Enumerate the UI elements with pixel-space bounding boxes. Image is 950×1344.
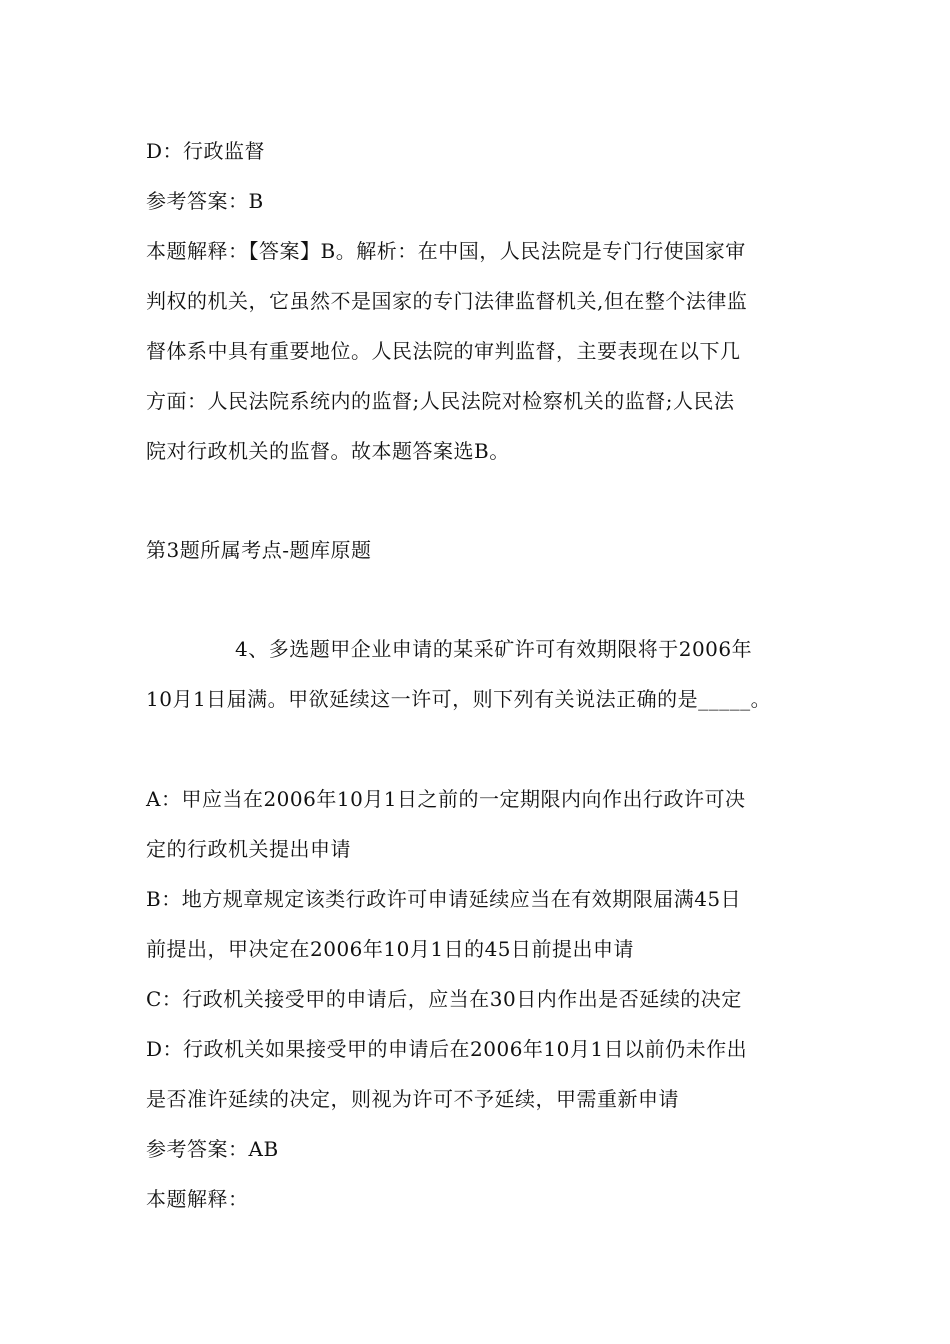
q4-answer: 参考答案：AB [146,1137,279,1161]
q4-stem-line: 10月1日届满。甲欲延续这一许可，则下列有关说法正确的是_____。 [146,687,772,711]
q3-explanation-line: 督体系中具有重要地位。人民法院的审判监督，主要表现在以下几 [146,339,741,363]
q4-option-line: 是否准许延续的决定，则视为许可不予延续，甲需重新申请 [146,1087,679,1111]
q3-explanation-line: 本题解释：【答案】B。解析：在中国，人民法院是专门行使国家审 [146,239,746,263]
q4-stem-line: 4、多选题甲企业申请的某采矿许可有效期限将于2006年 [235,637,753,661]
q4-option-line: D：行政机关如果接受甲的申请后在2006年10月1日以前仍未作出 [146,1037,748,1061]
q4-option-line: 前提出，甲决定在2006年10月1日的45日前提出申请 [146,937,635,961]
q3-explanation-line: 院对行政机关的监督。故本题答案选B。 [146,439,510,463]
q4-option-line: A：甲应当在2006年10月1日之前的一定期限内向作出行政许可决 [146,787,746,811]
q4-explanation: 本题解释： [146,1187,249,1211]
q3-option-d: D：行政监督 [146,139,266,163]
q3-explanation-line: 判权的机关，它虽然不是国家的专门法律监督机关,但在整个法律监 [146,289,748,313]
q3-explanation-line: 方面：人民法院系统内的监督;人民法院对检察机关的监督;人民法 [146,389,735,413]
q4-option-line: C：行政机关接受甲的申请后，应当在30日内作出是否延续的决定 [146,987,742,1011]
q4-option-line: 定的行政机关提出申请 [146,837,351,861]
q3-answer: 参考答案：B [146,189,264,213]
q3-topic: 第3题所属考点-题库原题 [146,538,372,562]
q4-option-line: B：地方规章规定该类行政许可申请延续应当在有效期限届满45日 [146,887,742,911]
